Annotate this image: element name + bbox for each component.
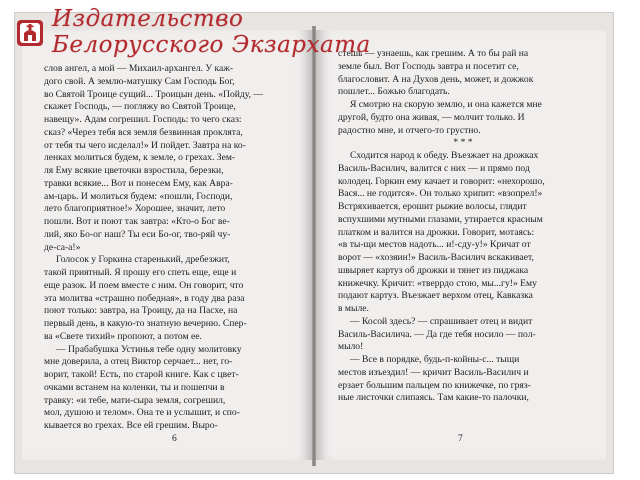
text-line: местов изъездил! — кричит Василь-Василич и — [338, 366, 529, 378]
text-line: радостно мне, и отчего-то грустно. — [338, 124, 481, 136]
text-line: ворит, такой! Есть, по старой книге. Как с цвет- — [44, 369, 239, 380]
text-line: такой приятный. Я прошу его спеть еще, еще и — [44, 267, 237, 278]
text-line: платком и валится на дрожки. Говорит, мотаясь: — [338, 226, 535, 238]
text-line: вспухшими мутными глазами, утирается красным — [338, 213, 543, 225]
text-line: сказ? «Через тебя вся земля безвинная проклята, — [44, 126, 243, 138]
text-line: «в ты-щи местов надоть... и!-сду-у!» Кричат от — [338, 239, 531, 251]
text-line: дого свой. А землю-матушку Сам Господь Бог, — [44, 75, 235, 87]
right-page-number: 7 — [458, 433, 463, 444]
text-line: Василь-Василич, валится с них — и прямо под — [338, 162, 530, 174]
church-emblem-icon — [16, 17, 44, 47]
text-line: ва «Свете тихий» пропоют, а потом ее. — [44, 330, 202, 342]
text-line: еще разок. И поем вместе с ним. Он говорит, что — [44, 279, 244, 291]
text-line: в мыле. — [338, 303, 369, 314]
text-line: колодец. Горкин ему качает и говорит: «нехорошо, — [338, 175, 545, 187]
text-line: лето благоприятное!» Хорошее, значит, лето — [44, 203, 226, 215]
text-line: скажет Господь, — погляжу во Святой Троице, — [44, 101, 236, 113]
text-line: пошли. Вот и поют так завтра: «Кто-о Бог ве- — [44, 216, 230, 227]
right-page-text — [338, 48, 588, 405]
text-line: ам-царь. И молиться будем: «пошли, Господи, — [44, 190, 233, 202]
text-line: земле был. Вот Господь завтра и посетит се, — [338, 60, 519, 72]
text-line: подают картуз. Въезжает верхом отец, Кавказка — [338, 290, 533, 302]
text-line: швыряет картуз об дрожки и тянет из пиджака — [338, 264, 529, 276]
text-line: ля Ему всякие цветочки взростила, березки, — [44, 165, 224, 176]
open-book — [14, 12, 614, 474]
text-line: эта молитва «страшно победная», в году два раза — [44, 292, 245, 304]
text-line: пошлет... Божью благодать. — [338, 86, 450, 98]
text-line: благословит. А на Духов день, может, и дожжок — [338, 73, 534, 85]
right-page — [316, 30, 606, 460]
text-line: Вася... не годится». Он только хрипит: «взопрел!» — [338, 188, 543, 200]
left-page — [22, 30, 312, 460]
text-line: Сходится народ к обеду. Въезжает на дрожках — [350, 150, 539, 161]
text-line: ленках молиться будем, к земле, о грехах. Зем- — [44, 152, 236, 164]
text-line: мол, душою и телом». Она те и услышит, и спо- — [44, 407, 240, 419]
text-line: — Все в порядке, будь-п-койны-с... тыщи — [350, 354, 520, 365]
text-line: ерзает большим пальцем по книжечке, по гряз- — [338, 379, 531, 391]
publisher-name: Издательство Белорусского Экзархата — [52, 6, 371, 58]
text-line: первый день, в какую-то знатную вечерню. Спер- — [44, 318, 247, 329]
text-line: мыло! — [338, 341, 364, 353]
text-line: очками встанем на коленки, ты и пошепчи в — [44, 381, 225, 393]
text-line: травку: «и тебе, мати-сыра земля, согрешил, — [44, 394, 226, 406]
text-line: поют только: завтра, на Троицу, да на Пасхе, на — [44, 305, 238, 317]
text-line: мне доверила, а отец Виктор серчает... нет, го- — [44, 356, 233, 368]
text-line: Я смотрю на скорую землю, и она кажется мне — [350, 99, 542, 110]
text-line: ворот — «хозяин!» Василь-Василич вскакивает, — [338, 252, 534, 263]
text-line: от тебя ты чего исделал!» И пойдет. Завтра на ко- — [44, 139, 246, 151]
text-line: — Косой здесь? — спрашивает отец и видит — [350, 315, 533, 327]
text-line: травки всякие... Вот и понесем Ему, как Авра- — [44, 177, 233, 189]
text-line: навещу». Адам согрешил. Господь: то чего сказ: — [44, 114, 242, 125]
text-line: Василь-Василича. — Да где тебя носило — пол- — [338, 328, 536, 340]
left-page-text — [44, 63, 292, 433]
text-line: ные листочки слипаясь. Там какие-то палочки, — [338, 392, 529, 404]
left-page-number: 6 — [172, 433, 177, 444]
text-line: де-са-а!» — [44, 241, 81, 253]
text-line: книжечку. Кричит: «тверрдо стою, мы...гу!» Ему — [338, 277, 537, 289]
text-line: лий, яко Бо-ог наш? Ты еси Бо-ог, тво-ряй чу- — [44, 228, 231, 240]
text-line: стешь — узнаешь, как грешим. А то бы рай на — [338, 48, 529, 59]
text-line: Встряхивается, ерошит рыжие волосы, глядит — [338, 201, 527, 212]
text-line: — Прабабушка Устинья тебе одну молитовку — [56, 343, 242, 355]
text-line: Голосок у Горкина старенький, дребезжит, — [56, 254, 230, 266]
text-line: слов ангел, а мой — Михаил-архангел. У каж- — [44, 63, 234, 74]
text-line: во Святой Троице сущий... Троицын день. «Пойду, — — [44, 88, 264, 100]
text-line: * * * — [453, 137, 473, 149]
text-line: другой, будто она живая, — молчит только. И — [338, 111, 525, 123]
text-line: кывается во грехах. Все ей грешим. Выро- — [44, 420, 218, 431]
publisher-watermark — [16, 6, 420, 58]
